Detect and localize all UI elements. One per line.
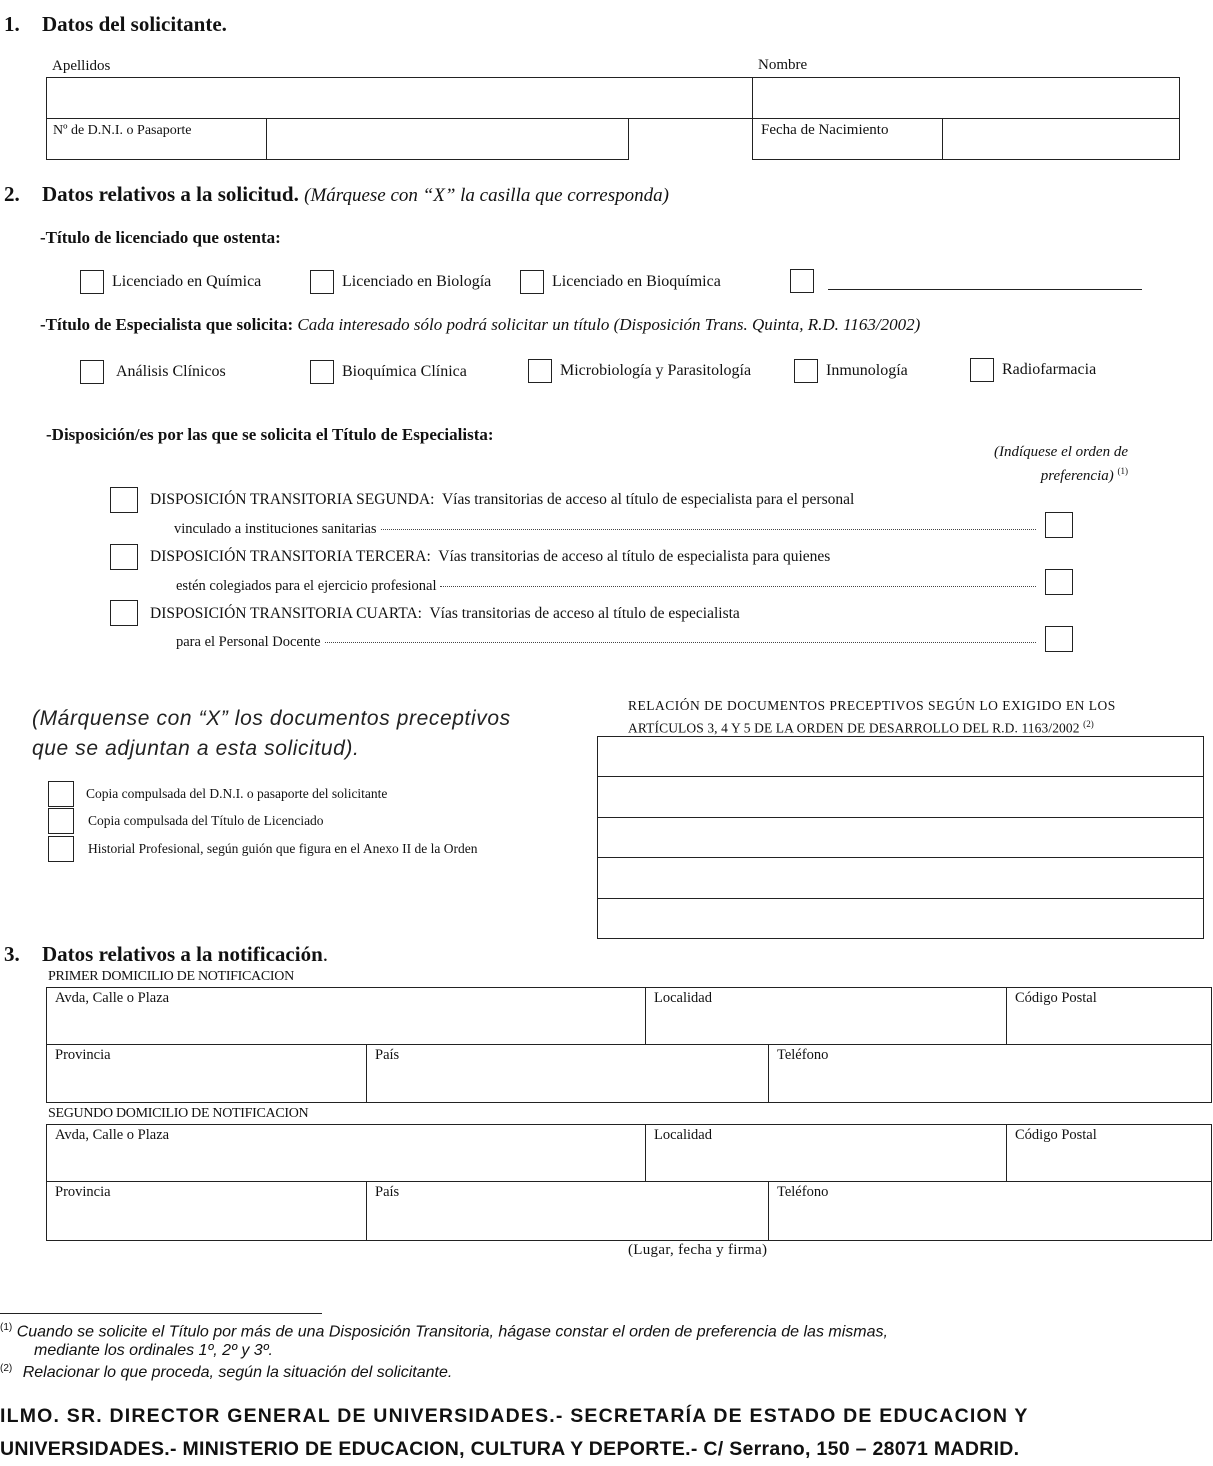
disposicion-cuarta-checkbox[interactable] — [110, 600, 138, 626]
addressee-line1: ILMO. SR. DIRECTOR GENERAL DE UNIVERSIDADES.- SECRETARÍA DE ESTADO DE EDUCACION Y — [0, 1405, 1029, 1427]
section-title-text: Datos relativos a la notificación — [42, 942, 323, 966]
relacion-line1: RELACIÓN DE DOCUMENTOS PRECEPTIVOS SEGÚN LO EXIGIDO EN LOS — [628, 698, 1116, 713]
segundo-provincia-field[interactable] — [46, 1181, 367, 1241]
checkbox[interactable] — [970, 358, 994, 382]
disposicion-segunda-order-box[interactable] — [1045, 512, 1073, 538]
disposicion-cuarta-text — [150, 605, 740, 623]
section-hint-open: ( — [304, 185, 311, 206]
doc-option-label: Historial Profesional, según guión que figura en el Anexo II de la Orden — [88, 841, 478, 856]
checkbox[interactable] — [790, 269, 814, 293]
order-input[interactable] — [1045, 626, 1073, 652]
primer-localidad-field[interactable] — [645, 987, 1007, 1045]
heading-text: -Título de Especialista que solicita: — [40, 315, 294, 334]
checkbox[interactable] — [48, 836, 74, 862]
section-title-text: Datos del solicitante. — [42, 12, 227, 36]
section-2-title — [4, 182, 669, 207]
option-bioquimica-clinica[interactable] — [310, 360, 467, 384]
option-label: Inmunología — [826, 362, 908, 379]
fecha-nacimiento-label: Fecha de Nacimiento — [761, 122, 889, 138]
disposicion-tercera-line2 — [176, 578, 1036, 595]
disposicion-desc: Vías transitorias de acceso al título de especialista para quienes — [438, 548, 831, 565]
checkbox[interactable] — [794, 359, 818, 383]
disposicion-segunda-line2 — [174, 521, 1036, 538]
disposiciones-heading: -Disposición/es por las que se solicita el Título de Especialista: — [46, 425, 494, 444]
footnote-2 — [0, 1363, 452, 1382]
order-input[interactable] — [1045, 569, 1073, 595]
segundo-telefono-field[interactable] — [768, 1181, 1212, 1241]
fecha-label-cell — [752, 118, 943, 160]
dni-label-cell — [46, 118, 267, 160]
dni-label: Nº de D.N.I. o Pasaporte — [53, 123, 192, 138]
order-preference-note — [940, 443, 1128, 486]
footnote-text: Cuando se solicite el Título por más de una Disposición Transitoria, hágase constar el orden de preferencia de las mismas, — [16, 1323, 888, 1341]
other-title-input[interactable] — [828, 270, 1142, 290]
option-label: Licenciado en Química — [112, 273, 262, 290]
checkbox[interactable] — [48, 808, 74, 834]
option-label: Licenciado en Bioquímica — [552, 273, 721, 290]
option-analisis-clinicos[interactable] — [80, 360, 226, 384]
doc-option-titulo[interactable] — [48, 808, 324, 834]
checkbox[interactable] — [80, 360, 104, 384]
section-number: 1. — [4, 12, 20, 36]
option-label: Bioquímica Clínica — [342, 363, 467, 380]
disposicion-cuarta-line2 — [176, 634, 1036, 651]
checkbox[interactable] — [110, 487, 138, 513]
field-label: Teléfono — [777, 1047, 829, 1063]
checkbox[interactable] — [110, 600, 138, 626]
apellidos-field[interactable] — [46, 77, 753, 119]
checkbox[interactable] — [80, 270, 104, 294]
disposicion-cuarta-order-box[interactable] — [1045, 626, 1073, 652]
order-note-line2: preferencia) — [1040, 468, 1114, 484]
field-label: Localidad — [654, 990, 712, 1006]
checkbox[interactable] — [310, 360, 334, 384]
order-note-line1: (Indíquese el orden de — [994, 444, 1128, 460]
segundo-localidad-field[interactable] — [645, 1124, 1007, 1182]
disposicion-tercera-order-box[interactable] — [1045, 569, 1073, 595]
option-licenciado-quimica[interactable] — [80, 270, 261, 294]
disposicion-tercera-text — [150, 548, 830, 566]
doc-option-historial[interactable] — [48, 836, 478, 862]
disposicion-line2-text: para el Personal Docente — [176, 634, 321, 650]
segundo-pais-field[interactable] — [366, 1181, 769, 1241]
option-inmunologia[interactable] — [794, 359, 908, 383]
instruction-line2: que se adjuntan a esta solicitud). — [32, 737, 360, 760]
primer-provincia-field[interactable] — [46, 1044, 367, 1103]
relacion-row[interactable] — [598, 858, 1203, 898]
firma-label: (Lugar, fecha y firma) — [628, 1242, 768, 1258]
relacion-row[interactable] — [598, 818, 1203, 858]
fecha-nacimiento-field[interactable] — [942, 118, 1180, 160]
field-label: País — [375, 1047, 400, 1063]
disposicion-segunda-checkbox[interactable] — [110, 487, 138, 513]
disposicion-segunda-text — [150, 491, 854, 509]
disposicion-name: DISPOSICIÓN TRANSITORIA TERCERA: — [150, 548, 431, 565]
footnote-1 — [0, 1322, 888, 1341]
disposicion-name: DISPOSICIÓN TRANSITORIA CUARTA: — [150, 605, 422, 622]
field-label: Código Postal — [1015, 990, 1097, 1006]
doc-option-dni[interactable] — [48, 781, 387, 807]
disposicion-name: DISPOSICIÓN TRANSITORIA SEGUNDA: — [150, 491, 435, 508]
primer-calle-field[interactable] — [46, 987, 646, 1045]
disposicion-line2-text: vinculado a instituciones sanitarias — [174, 521, 377, 537]
relacion-line2: ARTÍCULOS 3, 4 Y 5 DE LA ORDEN DE DESARROLLO DEL R.D. 1163/2002 — [628, 720, 1080, 736]
field-label: Provincia — [55, 1184, 111, 1200]
disposicion-tercera-checkbox[interactable] — [110, 544, 138, 570]
heading-note: Cada interesado sólo podrá solicitar un título (Disposición Trans. Quinta, R.D. 1163/2002) — [297, 315, 921, 334]
footnote-ref: (1) — [1117, 466, 1128, 476]
relacion-row[interactable] — [598, 737, 1203, 777]
section-3-title — [4, 942, 328, 967]
titulo-especialista-heading — [40, 315, 920, 335]
dni-field[interactable] — [266, 118, 629, 160]
primer-domicilio-label: PRIMER DOMICILIO DE NOTIFICACION — [48, 969, 294, 984]
footnote-mark: (1) — [0, 1322, 13, 1333]
field-label: País — [375, 1184, 400, 1200]
footnote-divider — [0, 1313, 322, 1314]
option-licenciado-biologia[interactable] — [310, 270, 491, 294]
footnote-1-line2: mediante los ordinales 1º, 2º y 3º. — [34, 1342, 273, 1359]
segundo-codigo-postal-field[interactable] — [1006, 1124, 1212, 1182]
section-1-title — [4, 12, 227, 37]
disposicion-line2-text: estén colegiados para el ejercicio profesional — [176, 578, 437, 594]
instruction-line1: (Márquense con “X” los documentos preceptivos — [32, 707, 511, 730]
option-radiofarmacia[interactable] — [970, 358, 1096, 382]
relacion-row[interactable] — [598, 899, 1203, 938]
field-label: Avda, Calle o Plaza — [55, 990, 170, 1006]
nombre-label: Nombre — [758, 57, 808, 73]
checkbox[interactable] — [48, 781, 74, 807]
doc-option-label: Copia compulsada del Título de Licenciado — [88, 813, 324, 828]
segundo-domicilio-label: SEGUNDO DOMICILIO DE NOTIFICACION — [48, 1106, 309, 1121]
addressee-line2: UNIVERSIDADES.- MINISTERIO DE EDUCACION, CULTURA Y DEPORTE.- C/ Serrano, 150 – 28071 MADRID. — [0, 1438, 1020, 1460]
relacion-documentos-table — [597, 736, 1204, 939]
nombre-field[interactable] — [752, 77, 1180, 119]
apellidos-label: Apellidos — [52, 58, 111, 74]
section-title-text: Datos relativos a la solicitud. — [42, 182, 299, 206]
disposicion-desc: Vías transitorias de acceso al título de especialista para el personal — [441, 491, 855, 508]
checkbox[interactable] — [110, 544, 138, 570]
option-label: Radiofarmacia — [1002, 361, 1097, 378]
primer-codigo-postal-field[interactable] — [1006, 987, 1212, 1045]
option-microbiologia[interactable] — [528, 359, 751, 383]
field-label: Provincia — [55, 1047, 111, 1063]
footnote-ref: (2) — [1083, 719, 1094, 729]
field-label: Avda, Calle o Plaza — [55, 1127, 170, 1143]
option-label: Análisis Clínicos — [116, 363, 226, 380]
checkbox[interactable] — [310, 270, 334, 294]
option-other-checkbox[interactable] — [790, 269, 814, 293]
section-title-period: . — [322, 942, 329, 966]
relacion-row[interactable] — [598, 777, 1203, 817]
titulo-licenciado-heading: -Título de licenciado que ostenta: — [40, 228, 281, 247]
field-label: Localidad — [654, 1127, 712, 1143]
checkbox[interactable] — [528, 359, 552, 383]
footnote-text: Relacionar lo que proceda, según la situación del solicitante. — [22, 1364, 453, 1382]
relacion-documentos-heading — [628, 697, 1116, 738]
option-label: Licenciado en Biología — [342, 273, 492, 290]
order-input[interactable] — [1045, 512, 1073, 538]
disposicion-desc: Vías transitorias de acceso al título de especialista — [429, 605, 740, 622]
footnote-mark: (2) — [0, 1363, 13, 1374]
section-number: 2. — [4, 182, 20, 206]
checkbox[interactable] — [520, 270, 544, 294]
section-number: 3. — [4, 942, 20, 966]
primer-telefono-field[interactable] — [768, 1044, 1212, 1103]
doc-option-label: Copia compulsada del D.N.I. o pasaporte del solicitante — [86, 786, 388, 801]
segundo-calle-field[interactable] — [46, 1124, 646, 1182]
documentos-instruction — [32, 704, 511, 764]
primer-pais-field[interactable] — [366, 1044, 769, 1103]
section-hint: Márquese con “X” la casilla que corresponda) — [310, 185, 669, 206]
field-label: Teléfono — [777, 1184, 829, 1200]
option-licenciado-bioquimica[interactable] — [520, 270, 721, 294]
option-label: Microbiología y Parasitología — [560, 362, 752, 379]
field-label: Código Postal — [1015, 1127, 1097, 1143]
